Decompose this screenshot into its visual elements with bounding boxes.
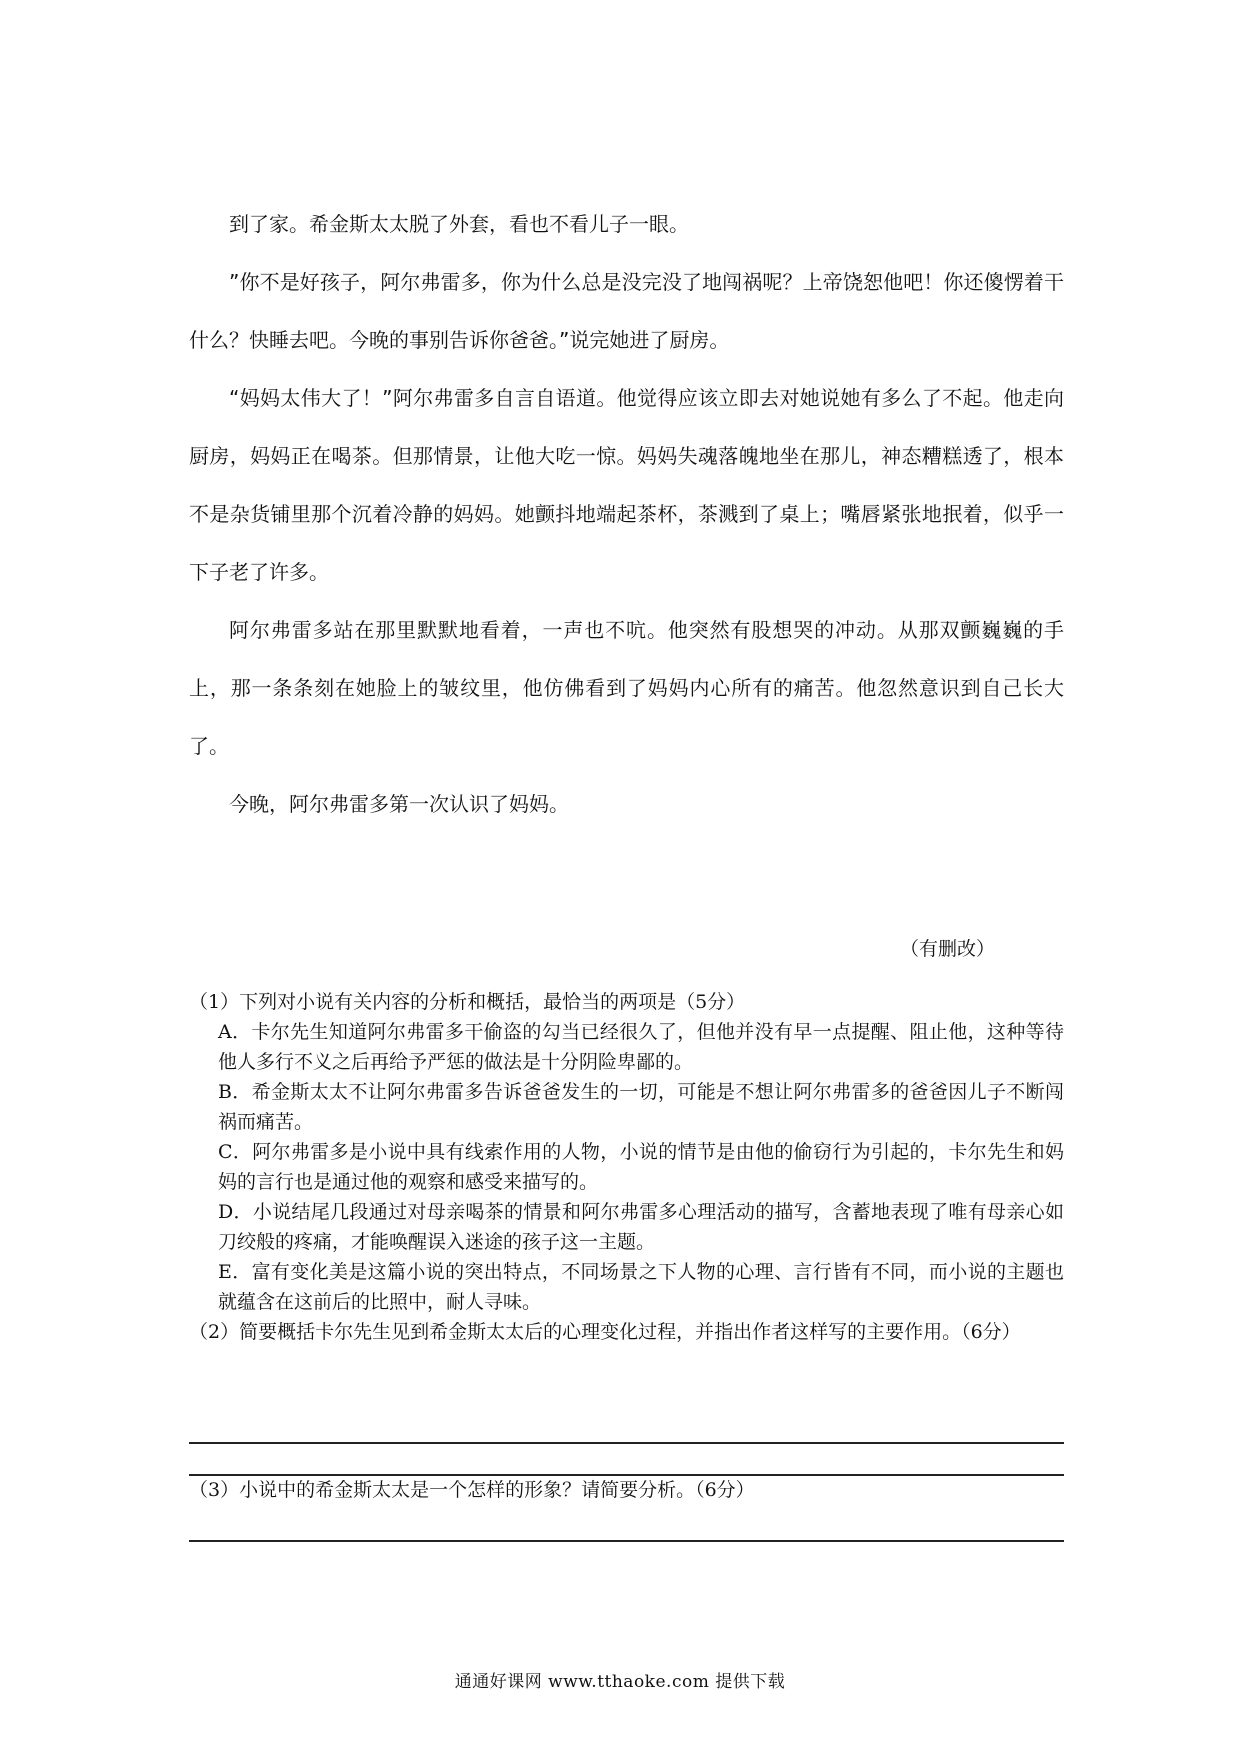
story-paragraph: “妈妈太伟大了！”阿尔弗雷多自言自语道。他觉得应该立即去对她说她有多么了不起。他走向厨房，妈妈正在喝茶。但那情景，让他大吃一惊。妈妈失魂落魄地坐在那儿，神态糟糕透了，根本不是杂货铺里那个沉着冷静的妈妈。她颤抖地端起茶杯，茶溅到了桌上；嘴唇紧张地抿着，似乎一下子老了许多。 (189, 386, 1064, 584)
edit-credit: （有删改） (900, 938, 996, 960)
page-footer: 通通好课网 www.tthaoke.com 提供下载 (454, 1672, 786, 1692)
option-d: D．小说结尾几段通过对母亲喝茶的情景和阿尔弗雷多心理活动的描写，含蓄地表现了唯有母亲心如刀绞般的疼痛，才能唤醒误入迷途的孩子这一主题。 (218, 1201, 1064, 1253)
answer-line-q3-1 (189, 1540, 1064, 1542)
answer-line-q2-1 (189, 1442, 1064, 1444)
option-a: A．卡尔先生知道阿尔弗雷多干偷盗的勾当已经很久了，但他并没有早一点提醒、阻止他，这种等待他人多行不义之后再给予严惩的做法是十分阴险卑鄙的。 (218, 1021, 1064, 1073)
story-paragraph: 到了家。希金斯太太脱了外套，看也不看儿子一眼。 (229, 212, 689, 236)
option-e: E．富有变化美是这篇小说的突出特点，不同场景之下人物的心理、言行皆有不同，而小说的主题也就蕴含在这前后的比照中，耐人寻味。 (218, 1261, 1064, 1313)
story-paragraph: ”你不是好孩子，阿尔弗雷多，你为什么总是没完没了地闯祸呢？上帝饶恕他吧！你还傻愣着干什么？快睡去吧。今晚的事别告诉你爸爸。”说完她进了厨房。 (189, 270, 1064, 352)
story-paragraph: 阿尔弗雷多站在那里默默地看着，一声也不吭。他突然有股想哭的冲动。从那双颤巍巍的手上，那一条条刻在她脸上的皱纹里，他仿佛看到了妈妈内心所有的痛苦。他忽然意识到自己长大了。 (189, 618, 1064, 758)
question-3-stem: （3）小说中的希金斯太太是一个怎样的形象？请简要分析。（6分） (189, 1479, 755, 1501)
question-2-stem: （2）简要概括卡尔先生见到希金斯太太后的心理变化过程，并指出作者这样写的主要作用。（6分） (189, 1321, 1021, 1343)
story-excerpt (189, 195, 1064, 833)
story-paragraph: 今晚，阿尔弗雷多第一次认识了妈妈。 (229, 792, 569, 816)
question-block (189, 987, 1064, 1347)
option-b: B．希金斯太太不让阿尔弗雷多告诉爸爸发生的一切，可能是不想让阿尔弗雷多的爸爸因儿子不断闯祸而痛苦。 (218, 1081, 1064, 1133)
question-1-stem: （1）下列对小说有关内容的分析和概括，最恰当的两项是（5分） (189, 991, 746, 1013)
option-c: C．阿尔弗雷多是小说中具有线索作用的人物，小说的情节是由他的偷窃行为引起的，卡尔先生和妈妈的言行也是通过他的观察和感受来描写的。 (218, 1141, 1064, 1193)
